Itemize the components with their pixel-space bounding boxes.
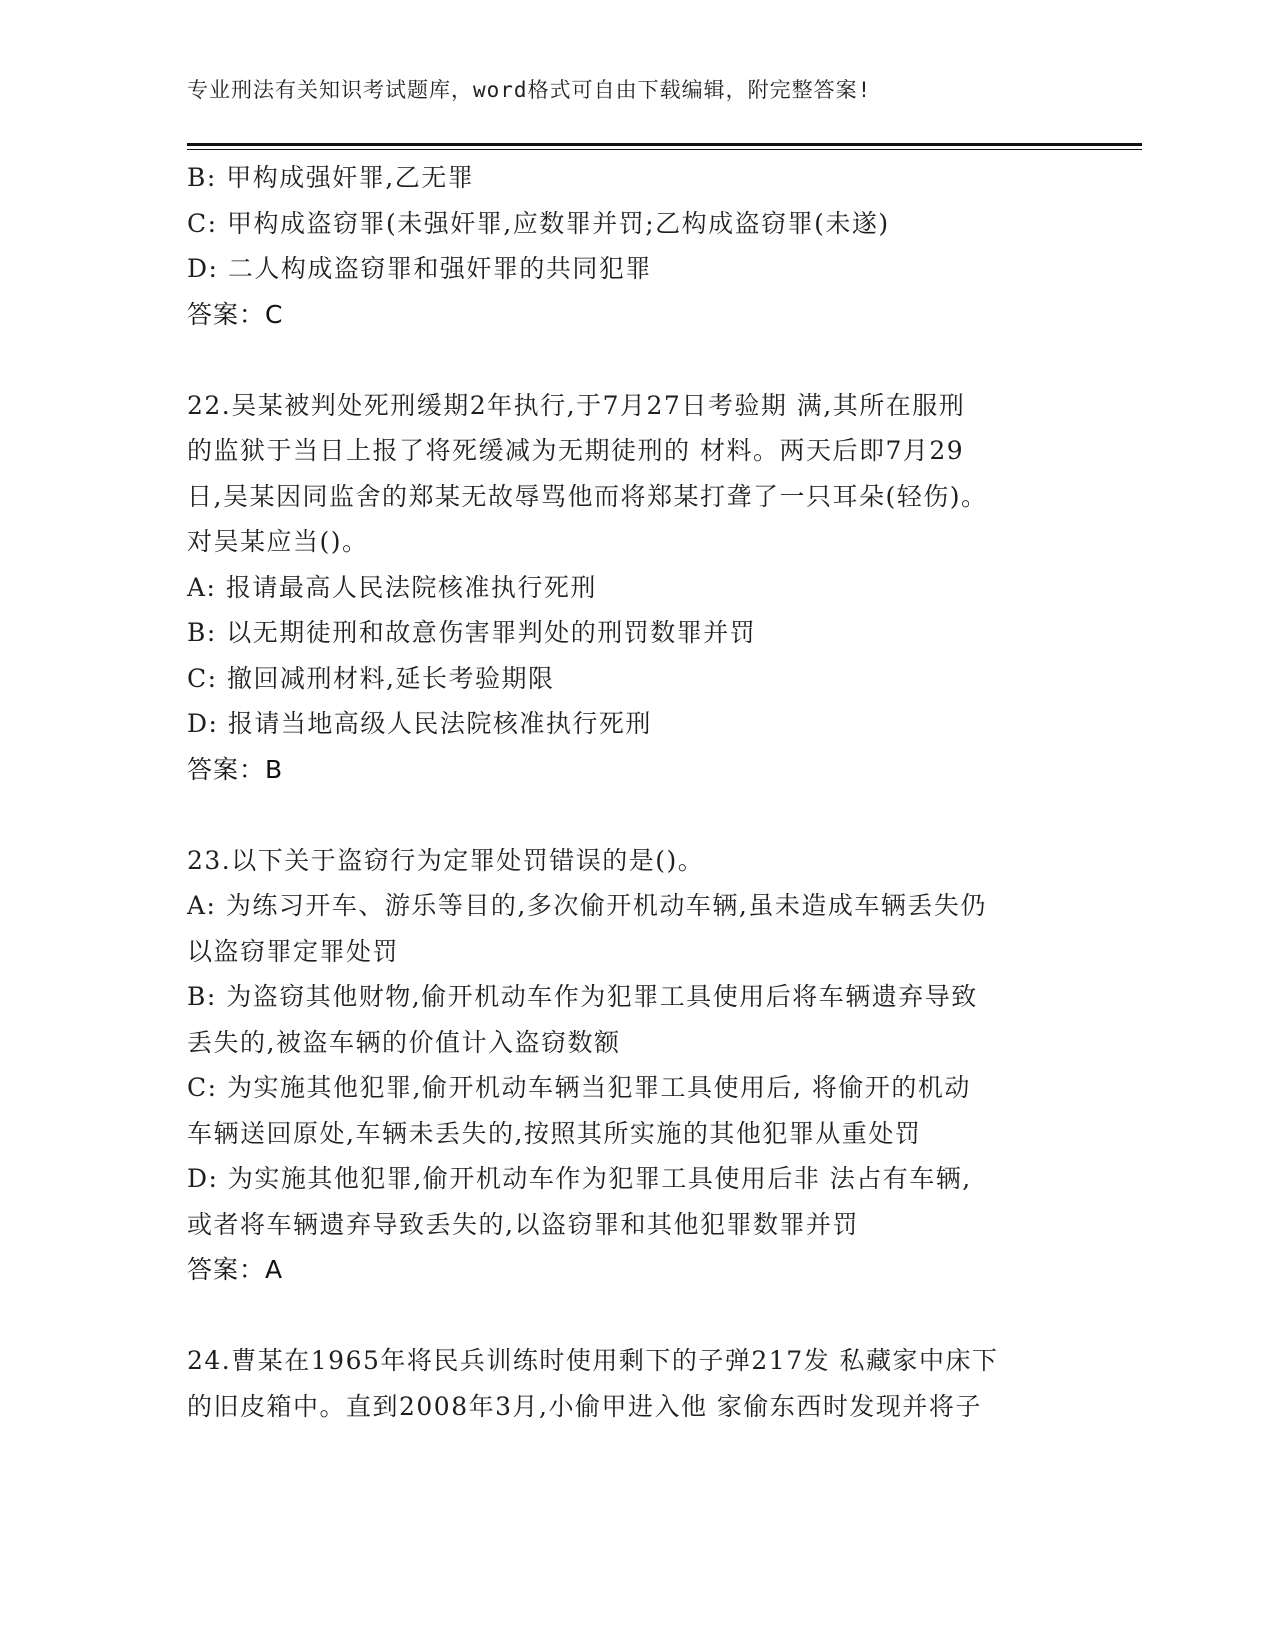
spacer	[187, 1293, 1067, 1339]
q21-answer: 答案：C	[187, 299, 284, 329]
q23-stem: 23.以下关于盗窃行为定罪处罚错误的是()。	[187, 845, 705, 875]
q21-option-d: D: 二人构成盗窃罪和强奸罪的共同犯罪	[187, 254, 652, 283]
q22-option-b: B: 以无期徒刑和故意伤害罪判处的刑罚数罪并罚	[187, 618, 757, 647]
spacer	[187, 337, 1067, 383]
q23-option-b-line: B: 为盗窃其他财物,偷开机动车作为犯罪工具使用后将车辆遗弃导致	[187, 982, 978, 1011]
q23-answer: 答案：A	[187, 1255, 284, 1284]
spacer	[187, 792, 1067, 838]
q21-option-b: B: 甲构成强奸罪,乙无罪	[187, 163, 475, 192]
page-header: 专业刑法有关知识考试题库，word格式可自由下载编辑，附完整答案!	[187, 78, 872, 102]
q24-stem-line: 的旧皮箱中。直到2008年3月,小偷甲进入他 家偷东西时发现并将子	[187, 1391, 982, 1421]
q24-stem-line: 24.曹某在1965年将民兵训练时使用剩下的子弹217发 私藏家中床下	[187, 1346, 999, 1375]
q23-option-a-line: 以盗窃罪定罪处罚	[187, 936, 400, 966]
q23-option-d-line: D: 为实施其他犯罪,偷开机动车作为犯罪工具使用后非 法占有车辆,	[187, 1164, 972, 1193]
q22-option-a: A: 报请最高人民法院核准执行死刑	[187, 572, 597, 602]
q22-option-d: D: 报请当地高级人民法院核准执行死刑	[187, 709, 652, 738]
document-body	[187, 155, 1067, 1429]
q22-stem-line: 的监狱于当日上报了将死缓减为无期徒刑的 材料。两天后即7月29	[187, 436, 965, 465]
header-rule-thin	[187, 149, 1142, 150]
q22-option-c: C: 撤回减刑材料,延长考验期限	[187, 663, 555, 693]
q23-option-c-line: 车辆送回原处,车辆未丢失的,按照其所实施的其他犯罪从重处罚	[187, 1118, 922, 1148]
q23-option-a-line: A: 为练习开车、游乐等目的,多次偷开机动车辆,虽未造成车辆丢失仍	[187, 891, 987, 920]
header-rule-thick	[187, 143, 1142, 146]
q22-answer: 答案：B	[187, 754, 284, 784]
q23-option-b-line: 丢失的,被盗车辆的价值计入盗窃数额	[187, 1027, 621, 1057]
q22-stem-line: 对吴某应当()。	[187, 527, 369, 556]
q23-option-c-line: C: 为实施其他犯罪,偷开机动车辆当犯罪工具使用后, 将偷开的机动	[187, 1073, 971, 1102]
q21-option-c: C: 甲构成盗窃罪(未强奸罪,应数罪并罚;乙构成盗窃罪(未遂)	[187, 208, 890, 238]
q22-stem-line: 日,吴某因同监舍的郑某无故辱骂他而将郑某打聋了一只耳朵(轻伤)。	[187, 481, 988, 511]
q22-stem-line: 22.吴某被判处死刑缓期2年执行,于7月27日考验期 满,其所在服刑	[187, 390, 966, 420]
q23-option-d-line: 或者将车辆遗弃导致丢失的,以盗窃罪和其他犯罪数罪并罚	[187, 1209, 859, 1239]
